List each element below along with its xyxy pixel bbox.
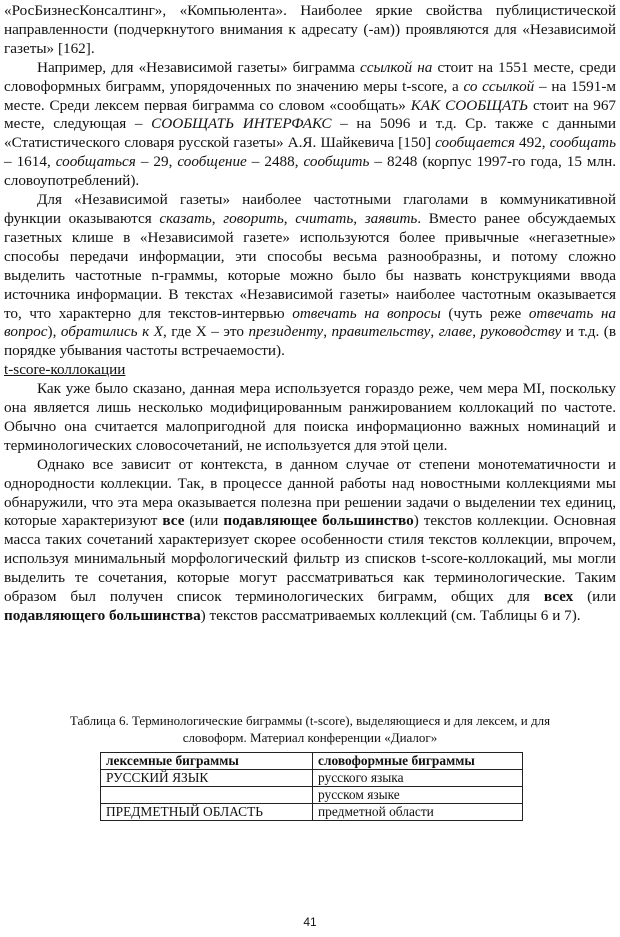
text-run: ,	[353, 209, 365, 227]
italic-run: сообщается	[435, 134, 515, 152]
table-row	[101, 804, 523, 821]
table-cell: предметной области	[313, 804, 523, 821]
text-run: Однако все зависит от контекста, в данном случае от степени монотематичности и однородности коллекции. Так, в процессе данной работы над новостными коллекциями мы обнаружили, что эта мера оказывается полезна при решении задачи о выделении тех единиц, которые характеризуют	[4, 455, 616, 530]
table-row	[101, 770, 523, 787]
text-run: . Вместо ранее обсуждаемых газетных клише в «Независимой газете» используются более привычные «негазетные» способы передачи информации, эти способы весьма разнообразны, и потому сложно выделить частотные n-граммы, которые можно было бы назвать конструкциями ввода источника информации. В текстах «Независимой газеты» наиболее частотным оказывается то, что характерно для текстов-интервью	[4, 209, 616, 322]
terminology-table	[100, 752, 523, 821]
text-run: (чуть реже	[440, 304, 529, 322]
italic-run: правительству	[331, 323, 431, 341]
text-run: и т.д. (в порядке убывания частоты встречаемости).	[4, 323, 617, 360]
paragraph-4	[4, 380, 616, 456]
body-text	[4, 2, 616, 626]
text-run: ,	[211, 209, 224, 227]
text-run: – на 1591-м месте. Среди лексем первая биграмма со словом «сообщать»	[4, 77, 616, 114]
text-run: Для «Независимой газеты» наиболее частотными глаголами в коммуникативной функции оказываются	[4, 191, 616, 227]
italic-run: со ссылкой	[463, 77, 535, 95]
italic-run: президенту	[248, 323, 324, 341]
italic-run: СООБЩАТЬ ИНТЕРФАКС	[151, 115, 332, 133]
italic-run: сообщить	[303, 153, 370, 171]
text-run: – 29,	[135, 153, 178, 171]
text-run: (или	[184, 512, 224, 530]
bold-run: все	[162, 512, 185, 530]
column-header: лексемные биграммы	[101, 753, 313, 770]
text-run: (или	[573, 588, 616, 606]
text-run: ),	[47, 323, 61, 341]
italic-run: отвечать на вопросы	[292, 304, 441, 322]
italic-run: считать	[295, 209, 354, 227]
text-run: ) текстов коллекции. Основная масса таких сочетаний характеризует скорее особенности стиля текстов коллекции, впрочем, используя минимальный морфологический фильтр из списков t-score-коллокаций, мы могли выделить те сочетания, которые могут рассматриваться как терминологические. Таким образом был получен список терминологических биграмм, общих для	[4, 512, 616, 606]
italic-run: сообщать	[549, 134, 617, 152]
italic-run: сказать	[159, 209, 212, 227]
text-run: ,	[472, 323, 481, 341]
text-run: ,	[283, 209, 296, 227]
table-cell	[101, 787, 313, 804]
section-title: t-score-коллокации	[4, 361, 126, 379]
text-run: ,	[323, 323, 332, 341]
text-run: 492,	[514, 134, 550, 152]
table-row	[101, 787, 523, 804]
italic-run: заявить	[364, 209, 418, 227]
bold-run: подавляющее большинство	[223, 512, 414, 530]
text-run: , где X – это	[162, 323, 249, 341]
table-cell: русском языке	[313, 787, 523, 804]
paragraph-1	[4, 2, 616, 59]
italic-run: отвечать на вопрос	[4, 304, 616, 341]
text-run: ,	[430, 323, 439, 341]
text-run: Как уже было сказано, данная мера используется гораздо реже, чем мера MI, поскольку она является лишь несколько модифицированным ранжированием коллокаций по частоте. Обычно она считается малопригодной для поиска информационно важных номинаций и терминологических словосочетаний, не используется для этой цели.	[4, 380, 616, 454]
italic-run: сообщение	[177, 153, 247, 171]
paragraph-3	[4, 191, 616, 361]
bold-run: всех	[543, 588, 574, 606]
page-number: 41	[303, 915, 317, 929]
column-header: словоформные биграммы	[313, 753, 523, 770]
italic-run: ссылкой на	[360, 58, 433, 76]
text-run: стоит на 967 месте, следующая –	[4, 96, 617, 133]
italic-run: сообщаться	[55, 153, 136, 171]
text-run: – на 5096 и т.д. Ср. также с данными «Статистического словаря русской газеты» А.Я. Шайкевича [150]	[4, 115, 616, 152]
paragraph-2	[4, 59, 616, 191]
text-run: «РосБизнесКонсалтинг», «Компьюлента». Наиболее яркие свойства публицистической направленности (подчеркнутого внимания к адресату (-ам)) проявляются для «Независимой газеты» [162].	[4, 2, 616, 57]
italic-run: говорить	[223, 209, 284, 227]
italic-run: обратились к X	[60, 323, 163, 341]
table-cell: ПРЕДМЕТНЫЙ ОБЛАСТЬ	[101, 804, 313, 821]
table-header-row	[101, 753, 523, 770]
text-run: – 1614,	[4, 153, 56, 171]
text-run: – 8248 (корпус 1997-го года, 15 млн. словоупотреблений).	[4, 153, 617, 190]
italic-run: руководству	[480, 323, 562, 341]
italic-run: главе	[438, 323, 473, 341]
bold-run: подавляющего большинства	[4, 607, 201, 624]
text-run: – 2488,	[246, 153, 304, 171]
paragraph-5	[4, 456, 616, 626]
table-caption: Таблица 6. Терминологические биграммы (t-score), выделяющиеся и для лексем, и для словоформ. Материал конференции «Диалог»	[69, 713, 551, 745]
table-cell: РУССКИЙ ЯЗЫК	[101, 770, 313, 787]
table-cell: русского языка	[313, 770, 523, 787]
text-run: стоит на 1551 месте, среди словоформных биграмм, упорядоченных по значению меры t-score, а	[4, 58, 616, 95]
text-run: ) текстов рассматриваемых коллекций (см. Таблицы 6 и 7).	[200, 607, 581, 624]
text-run: Например, для «Независимой газеты» биграмма	[37, 58, 361, 76]
italic-run: КАК СООБЩАТЬ	[410, 96, 529, 114]
